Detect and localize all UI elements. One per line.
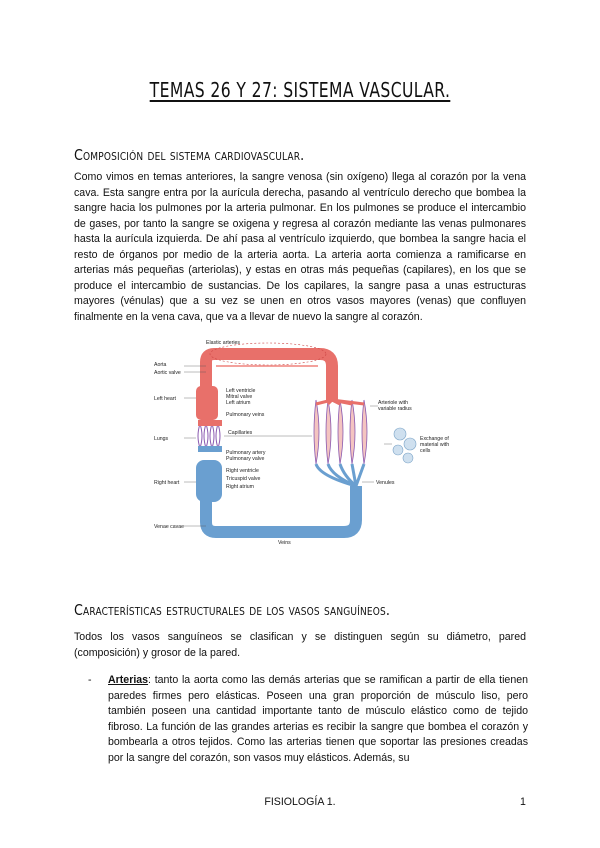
arterial-loop <box>206 354 332 408</box>
label-venae-cavae: Venae cavae <box>154 524 184 530</box>
label-veins: Veins <box>278 540 291 546</box>
label-left-atrium: Left atrium <box>226 400 251 406</box>
page-number: 1 <box>520 796 526 808</box>
label-left-heart: Left heart <box>154 396 176 402</box>
label-right-atrium: Right atrium <box>226 484 254 490</box>
arterioles <box>316 400 364 404</box>
label-venules: Venules <box>376 480 395 486</box>
tissue-cells <box>393 428 416 463</box>
list-dash: - <box>88 674 92 686</box>
lung-capillaries <box>198 424 220 448</box>
label-pulmonary-artery: Pulmonary artery <box>226 450 266 456</box>
pulmonary-blue <box>198 446 222 452</box>
right-heart-shape <box>196 460 222 502</box>
label-aortic-valve: Aortic valve <box>154 370 181 376</box>
page-title: TEMAS 26 Y 27: SISTEMA VASCULAR. <box>149 78 451 102</box>
label-pulmonary-veins: Pulmonary veins <box>226 412 265 418</box>
label-pulmonary-valve: Pulmonary valve <box>226 456 265 462</box>
systemic-capillaries <box>314 400 367 464</box>
venous-loop <box>206 486 356 532</box>
section-heading-structure: Características estructurales de los vasos sanguíneos. <box>74 601 391 619</box>
list-item-body <box>108 673 528 766</box>
structure-paragraph: Todos los vasos sanguíneos se clasifican y se distinguen según su diámetro, pared (composición) y grosor de la pared. <box>74 631 526 659</box>
label-aorta: Aorta <box>154 362 167 368</box>
label-lungs: Lungs <box>154 436 169 442</box>
label-exchange-1: Exchange of <box>420 436 449 442</box>
venules <box>316 464 364 486</box>
label-arteriole-radius: variable radius <box>378 406 412 412</box>
label-right-ventricle: Right ventricle <box>226 468 259 474</box>
composition-paragraph: Como vimos en temas anteriores, la sangre venosa (sin oxígeno) llega al corazón por la vena cava. Esta sangre entra por la aurícula derecha, pasando al ventrículo derecho que bombea la sangre hacia los pulmones por la arteria pulmonar. En los pulmones se produce el intercambio de gases, por tanto la sangre se oxigena y regresa al corazón mediante las venas pulmonares hasta la aurícula izquierda. De ahí pasa al ventrículo izquierdo, que bombea la sangre hacia el resto de órganos por medio de la arteria aorta. La arteria aorta comienza a ramificarse en arterias más pequeñas (arteriolas), y estas en otras más pequeñas (capilares), en los que se produce el intercambio de sustancias. De los capilares, la sangre pasa a unas estructuras mayores (vénulas) que a su vez se unen en otros vasos mayores (venas) que confluyen finalmente en la vena cava, que va a llevar de nuevo la sangre al corazón. <box>74 171 526 323</box>
arterias-text: : tanto la aorta como las demás arterias que se ramifican a partir de ella tienen paredes firmes pero elásticas. Poseen una gran proporción de músculo liso, pero también poseen una cantidad importante tanto de músculo elástico como de tejido fibroso. La función de las grandes arterias es recibir la sangre que bombea el corazón y bombearla a otros tejidos. Como las arterias tienen que soportar las presiones creadas por la sangre del corazón, son vasos muy elásticos. Además, su <box>108 674 528 764</box>
label-mitral-valve: Mitral valve <box>226 394 253 400</box>
label-right-heart: Right heart <box>154 480 180 486</box>
footer-label: FISIOLOGÍA 1. <box>264 796 336 808</box>
label-exchange-2: material with <box>420 442 450 448</box>
label-left-ventricle: Left ventricle <box>226 388 256 394</box>
label-capillaries: Capillaries <box>228 430 253 436</box>
section-heading-composition: Composición del sistema cardiovascular. <box>74 146 305 164</box>
label-exchange-3: cells <box>420 448 431 454</box>
cardiovascular-diagram <box>148 336 458 548</box>
label-tricuspid-valve: Tricuspid valve <box>226 476 261 482</box>
left-heart-shape <box>196 386 218 420</box>
pulmonary-red <box>198 420 222 426</box>
label-elastic-arteries: Elastic arteries <box>206 340 241 346</box>
term-arterias: Arterias <box>108 674 149 686</box>
label-arteriole: Arteriole with <box>378 400 408 406</box>
